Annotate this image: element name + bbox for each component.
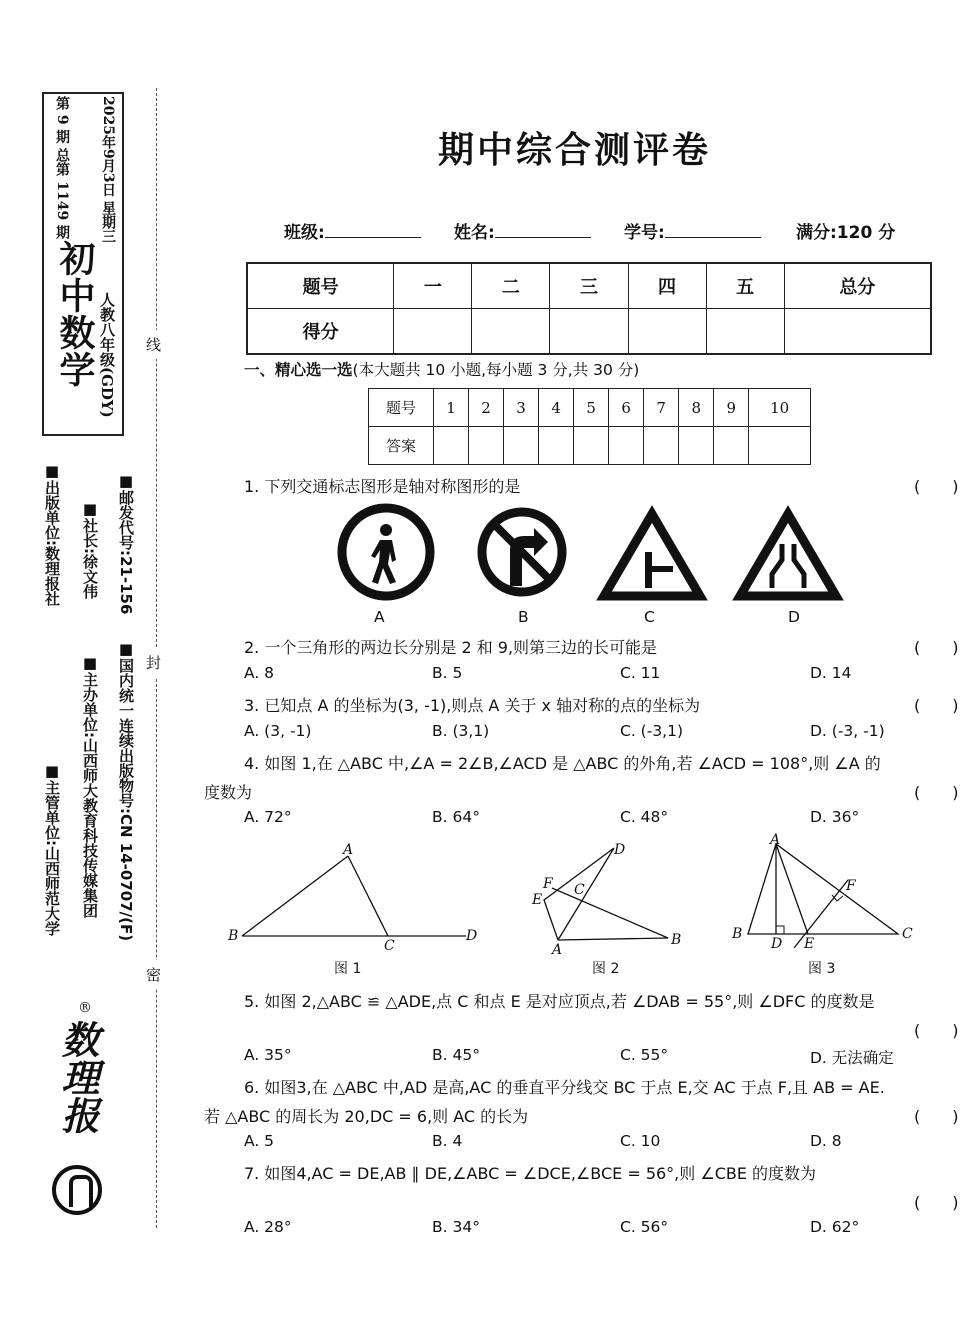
answer-paren-6[interactable]: ( )	[914, 1107, 959, 1126]
figure-3-diagram	[738, 836, 908, 948]
score-cell: 总分	[784, 263, 931, 309]
score-cell: 一	[394, 263, 472, 309]
answer-header-cell: 10	[749, 389, 811, 427]
q3-option-a: A. (3, -1)	[244, 722, 312, 740]
fig3-label-e: E	[804, 936, 815, 952]
section1-heading: 一、精心选一选(本大题共 10 小题,每小题 3 分,共 30 分)	[244, 361, 640, 379]
question-2: 2. 一个三角形的两边长分别是 2 和 9,则第三边的长可能是	[244, 638, 658, 657]
fig2-label-f: F	[543, 876, 553, 892]
page-title: 期中综合测评卷	[438, 130, 712, 171]
postal-line: ■邮发代号:21-156	[117, 472, 135, 615]
fig1-label-c: C	[384, 938, 395, 954]
masthead-title: 初中数学	[54, 240, 96, 388]
answer-header-cell: 6	[609, 389, 644, 427]
fig2-label-c: C	[574, 882, 585, 898]
score-cell: 五	[706, 263, 784, 309]
masthead-issue: 第 9 期 总第 1149 期	[54, 96, 70, 240]
fig2-label-e: E	[532, 892, 543, 908]
cn-line: ■国内统一连续出版物号:CN 14-0707/(F)	[117, 640, 135, 942]
fig3-label-f: F	[846, 878, 856, 894]
score-cell: 二	[472, 263, 550, 309]
answer-table	[368, 388, 811, 465]
q6-option-a: A. 5	[244, 1132, 275, 1150]
q5-option-b: B. 45°	[432, 1046, 480, 1064]
answer-input-cell[interactable]	[574, 427, 609, 465]
q1-option-c: C	[644, 608, 655, 626]
score-input-cell[interactable]	[784, 309, 931, 355]
masthead-date: 2025年9月3日 星期三	[100, 96, 116, 244]
figure-1-diagram	[230, 840, 490, 950]
score-table	[246, 262, 932, 355]
score-cell: 三	[550, 263, 628, 309]
name-field[interactable]: 姓名:	[454, 218, 591, 243]
brand-logo-text: 数理报	[55, 1020, 100, 1134]
q4-option-d: D. 36°	[810, 808, 860, 826]
score-cell: 四	[628, 263, 706, 309]
question-7: 7. 如图4,AC = DE,AB ∥ DE,∠ABC = ∠DCE,∠BCE = 56°,则 ∠CBE 的度数为	[244, 1164, 817, 1183]
answer-paren-2[interactable]: ( )	[914, 638, 959, 657]
answer-input-cell[interactable]	[434, 427, 469, 465]
answer-paren-7[interactable]: ( )	[914, 1193, 959, 1212]
sign-a-pedestrian-icon	[342, 508, 430, 596]
score-table-header-row	[247, 263, 931, 309]
score-input-cell[interactable]	[472, 309, 550, 355]
fig1-label-d: D	[466, 928, 478, 944]
q1-option-d: D	[788, 608, 800, 626]
cut-mark-bottom: 密	[146, 960, 161, 989]
q3-option-c: C. (-3,1)	[620, 722, 684, 740]
fig2-label-d: D	[614, 842, 626, 858]
q7-option-b: B. 34°	[432, 1218, 480, 1236]
answer-input-cell[interactable]	[609, 427, 644, 465]
fig3-label-b: B	[732, 926, 743, 942]
answer-header-cell: 8	[679, 389, 714, 427]
sign-d-road-narrows-icon	[740, 514, 836, 596]
fig3-label-c: C	[902, 926, 913, 942]
answer-row-label: 答案	[369, 427, 434, 465]
answer-paren-3[interactable]: ( )	[914, 696, 959, 715]
q5-option-a: A. 35°	[244, 1046, 292, 1064]
question-6: 6. 如图3,在 △ABC 中,AD 是高,AC 的垂直平分线交 BC 于点 E,交 AC 于点 F,且 AB = AE.	[244, 1078, 885, 1097]
answer-input-cell[interactable]	[749, 427, 811, 465]
answer-header-cell: 题号	[369, 389, 434, 427]
answer-header-cell: 4	[539, 389, 574, 427]
question-5: 5. 如图 2,△ABC ≌ △ADE,点 C 和点 E 是对应顶点,若 ∠DAB = 55°,则 ∠DFC 的度数是	[244, 992, 875, 1011]
sign-b-no-right-turn-icon	[482, 512, 562, 592]
traffic-signs	[330, 500, 850, 606]
q6-option-c: C. 10	[620, 1132, 661, 1150]
answer-header-cell: 5	[574, 389, 609, 427]
answer-paren-4[interactable]: ( )	[914, 783, 959, 802]
cut-mark-middle: 封	[146, 648, 161, 677]
answer-header-cell: 7	[644, 389, 679, 427]
score-input-cell[interactable]	[706, 309, 784, 355]
answer-header-cell: 9	[714, 389, 749, 427]
cut-mark-top: 线	[146, 330, 161, 359]
answer-header-row	[369, 389, 811, 427]
score-table-score-row	[247, 309, 931, 355]
question-4: 4. 如图 1,在 △ABC 中,∠A = 2∠B,∠ACD 是 △ABC 的外角,若 ∠ACD = 108°,则 ∠A 的	[244, 754, 881, 773]
fig2-label-a: A	[552, 942, 563, 958]
score-input-cell[interactable]	[628, 309, 706, 355]
registered-mark: ®	[78, 1000, 92, 1016]
answer-header-cell: 3	[504, 389, 539, 427]
student-id-field[interactable]: 学号:	[624, 218, 761, 243]
answer-input-cell[interactable]	[539, 427, 574, 465]
q6-option-b: B. 4	[432, 1132, 463, 1150]
fig1-label-b: B	[228, 928, 239, 944]
fig2-caption: 图 2	[592, 961, 620, 977]
sponsor-line: ■主办单位:山西师大教育科技传媒集团	[81, 654, 99, 918]
q3-option-b: B. (3,1)	[432, 722, 490, 740]
score-input-cell[interactable]	[550, 309, 628, 355]
score-cell: 题号	[247, 263, 394, 309]
q2-option-c: C. 11	[620, 664, 661, 682]
president-line: ■社长:徐文伟	[81, 500, 99, 599]
q1-option-a: A	[374, 608, 385, 626]
answer-input-cell[interactable]	[644, 427, 679, 465]
fig3-caption: 图 3	[808, 961, 836, 977]
fig3-label-a: A	[770, 832, 781, 848]
answer-paren-5[interactable]: ( )	[914, 1021, 959, 1040]
question-1: 1. 下列交通标志图形是轴对称图形的是	[244, 477, 521, 496]
answer-input-cell[interactable]	[679, 427, 714, 465]
q5-option-d: D. 无法确定	[810, 1049, 894, 1067]
q1-option-b: B	[518, 608, 529, 626]
q4-option-a: A. 72°	[244, 808, 292, 826]
fig1-label-a: A	[343, 842, 354, 858]
answer-header-cell: 1	[434, 389, 469, 427]
q7-option-d: D. 62°	[810, 1218, 860, 1236]
answer-input-cell[interactable]	[469, 427, 504, 465]
q2-option-d: D. 14	[810, 664, 852, 682]
q6-option-d: D. 8	[810, 1132, 842, 1150]
question-3: 3. 已知点 A 的坐标为(3, -1),则点 A 关于 x 轴对称的点的坐标为	[244, 696, 701, 715]
q2-option-b: B. 5	[432, 664, 463, 682]
class-field[interactable]: 班级:	[284, 218, 421, 243]
q4-option-b: B. 64°	[432, 808, 480, 826]
q5-option-c: C. 55°	[620, 1046, 669, 1064]
question-4-cont: 度数为	[204, 783, 253, 802]
q7-option-a: A. 28°	[244, 1218, 292, 1236]
q3-option-d: D. (-3, -1)	[810, 722, 885, 740]
question-6-cont: 若 △ABC 的周长为 20,DC = 6,则 AC 的长为	[204, 1107, 529, 1126]
answer-paren-1[interactable]: ( )	[914, 477, 959, 496]
answer-header-cell: 2	[469, 389, 504, 427]
fig2-label-b: B	[671, 932, 682, 948]
supervisor-line: ■主管单位:山西师范大学	[43, 762, 61, 936]
figure-2-diagram	[530, 838, 690, 956]
sign-c-t-junction-icon	[604, 514, 700, 596]
publisher-line: ■出版单位:数理报社	[43, 462, 61, 606]
q4-option-c: C. 48°	[620, 808, 669, 826]
q7-option-c: C. 56°	[620, 1218, 669, 1236]
answer-row	[369, 427, 811, 465]
fig3-label-d: D	[771, 936, 783, 952]
brand-logo-icon	[52, 1165, 102, 1215]
masthead-edition: 人教八年级(GDY)	[98, 292, 116, 418]
answer-input-cell[interactable]	[504, 427, 539, 465]
full-score: 满分:120 分	[796, 223, 896, 243]
answer-input-cell[interactable]	[714, 427, 749, 465]
score-row-label: 得分	[247, 309, 394, 355]
score-input-cell[interactable]	[394, 309, 472, 355]
q2-option-a: A. 8	[244, 664, 275, 682]
fig1-caption: 图 1	[334, 961, 362, 977]
